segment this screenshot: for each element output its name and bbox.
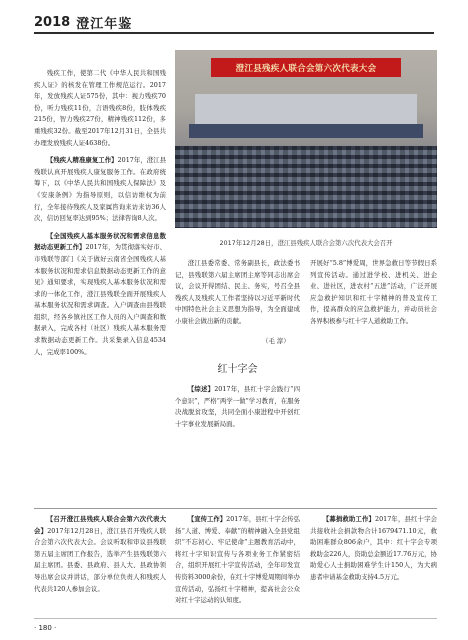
section-heading: 【全国残疾人基本服务状况和需求信息数据动态更新工作】 [34, 231, 166, 252]
section-body: 2017年，县红十字会共接收社会捐款物合计1679471.10元，救助困难群众806余户，其中：红十字会专项救助金226人，资助总金额近17.76万元，协助爱心人士捐助困难学生计150人，为大病患者申请基金救助支持4.5万元。 [310, 515, 437, 581]
section-entry [34, 231, 166, 359]
section-heading: 【宣传工作】 [187, 515, 227, 523]
paragraph: 残疾工作，使第二代《中华人民共和国残疾人证》的核发在管理工作规范运行。2017年，发放残疾人证575份，其中：视力残疾70份，听力残疾11份，言语残疾8份，肢体残疾215份，智力残疾27份，精神残疾112份，多重残疾32份。截至2017年12月31日，全县共办理发放残疾人证4638份。 [34, 69, 166, 147]
banner-text: 澄江县残疾人联合会第六次代表大会 [235, 63, 377, 74]
middle-column-summary [175, 384, 300, 488]
photo-rostrum [189, 124, 423, 138]
photo-caption: 2017年12月28日，澄江县残疾人联合会第六次代表大会召开 [219, 239, 393, 247]
right-column-top [310, 258, 437, 500]
paragraph: 开展好“5.8”博爱周，世界急救日等节假日系列宣传活动。通过进学校、进机关、进企业、进社区，进农村“五进”活动，广泛开展应急救护知识和红十字精神的普及宣传工作，提高群众的应急救护能力，并动员社会各界积极参与红十字人道救助工作。 [310, 259, 437, 325]
section-entry [34, 155, 166, 225]
header-rule [34, 32, 434, 34]
header-title: 澄江年鉴 [76, 17, 133, 32]
conference-photo [175, 50, 437, 228]
section-body: 2017年，为贯彻落实好市、市残联等部门《关于做好云南省全国残疾人基本服务状况和需求信息数据动态更新工作的意见》通知要求，实现残疾人基本服务状况和需求的一体化工作，澄江县残联全面开展残疾人基本服务状况和需求调查。入户调查由县残联组织，经各乡镇社区工作人员的入户调查和数据录入，完成各村（社区）残疾人基本服务需求数据动态更新工作。共采集录入信息4534人，完成率100%。 [34, 243, 166, 356]
section-body: 2017年12月28日，澄江县召开残疾人联合会第六次代表大会。会议听取和审议县残联第五届主席团工作报告，选举产生县残联第六届主席团。县委、县政府、县人大、县政协领导出席会议并讲话，部分单位负责人和残疾人代表共120人参加会议。 [34, 526, 166, 593]
left-column [34, 68, 166, 530]
section-heading: 【召开澄江县残疾人联合会第六次代表大会】 [34, 515, 166, 535]
section-entry [175, 384, 300, 430]
left-column-bottom [34, 514, 166, 620]
section-entry [175, 514, 300, 607]
paragraph: 澄江县委常委、常务副县长，政法委书记，县残联第六届主席团主席等同志出席会议，会议开得团结、民主、务实，号召全县残疾人及残疾人工作者坚持以习近平新时代中国特色社会主义思想为指导，为全面建成小康社会做出新的贡献。 [175, 259, 300, 325]
page-number: · 180 · [34, 624, 57, 632]
section-entry [34, 514, 166, 595]
horizontal-rule [34, 508, 437, 509]
byline: （毛 淳） [262, 337, 290, 345]
footer-rule [34, 618, 437, 619]
header-year: 2018 [34, 15, 71, 30]
section-entry [310, 514, 437, 584]
photo-banner [211, 58, 401, 77]
right-column-bottom [310, 514, 437, 620]
section-body: 2017年，县红十字会传弘扬“人道、博爱、奉献”的精神融入全县党组织“不忘初心、牢记使命”主题教育活动中，将红十字知识宣传与各项业务工作紧密结合，组织开展红十字宣传活动，全年印发宣传资料3000余份，在红十字博爱周期间举办宣传活动，弘扬红十字精神，提高社会公众对红十字运动的认知度。 [175, 515, 300, 605]
section-body: 2017年，澄江县残联认真开展残疾人康复服务工作。在政府统筹下，以《中华人民共和国残疾人保障法》及《安康条例》为指导原则，以信访维权为前行，全年接待残疾人及家属咨询来访来访36人次，信访回复率达到95%；法律咨询8人次。 [34, 156, 166, 223]
middle-column-bottom [175, 514, 300, 620]
section-title: 红十字会 [217, 364, 258, 375]
section-heading: 【残疾人精准康复工作】 [46, 156, 118, 165]
page-header [34, 13, 132, 32]
section-body: 2017年，县红十字会践行“四个意识”，严格“两学一做”学习教育，在服务决战脱贫攻坚，共同全面小康进程中开创红十字事业发展新局面。 [175, 385, 300, 428]
section-heading: 【综述】 [187, 385, 215, 393]
photo-audience-rows [175, 146, 437, 228]
section-heading: 【募捐救助工作】 [322, 515, 376, 523]
